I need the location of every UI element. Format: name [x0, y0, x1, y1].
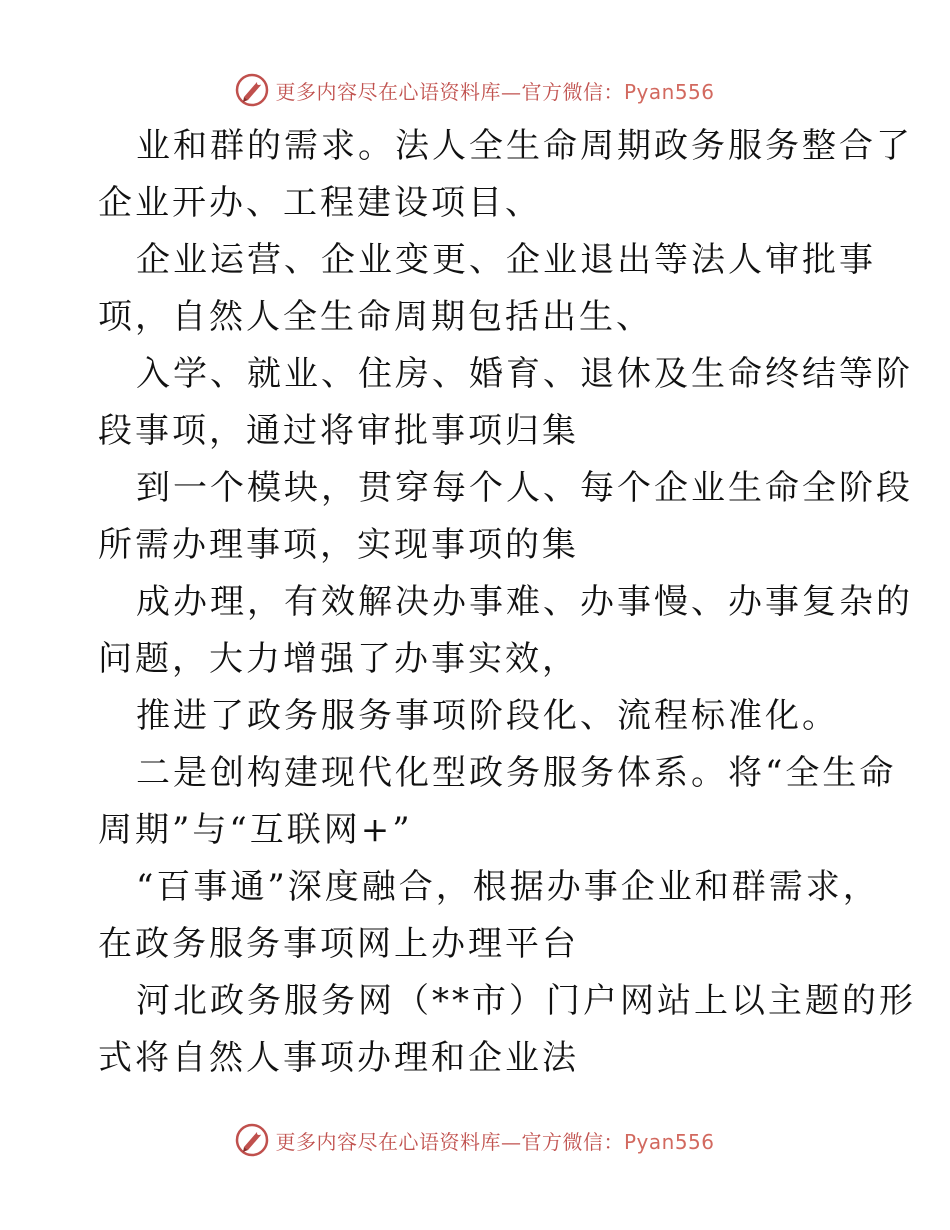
paragraph-4-first-line: 到一个模块，贯穿每个人、每个企业生命全阶段 — [136, 468, 913, 508]
paragraph-5-first-line: 成办理，有效解决办事难、办事慢、办事复杂的 — [136, 582, 913, 622]
paragraph-8-continuation: 在政务服务事项网上办理平台 — [98, 924, 579, 964]
paragraph-9-first-line: 河北政务服务网（**市）门户网站上以主题的形 — [136, 981, 916, 1021]
watermark-label: 更多内容尽在心语资料库—官方微信： — [275, 79, 624, 104]
paragraph-9-continuation: 式将自然人事项办理和企业法 — [98, 1038, 579, 1078]
pen-logo-icon — [235, 1123, 269, 1157]
paragraph-8-first-line: “百事通”深度融合，根据办事企业和群需求， — [136, 867, 880, 907]
paragraph-2-continuation: 项，自然人全生命周期包括出生、 — [98, 297, 653, 337]
paragraph-2-first-line: 企业运营、企业变更、企业退出等法人审批事 — [136, 240, 876, 280]
watermark-text — [275, 1126, 714, 1155]
watermark-handle: Pyan556 — [623, 1129, 715, 1154]
paragraph-5-continuation: 问题，大力增强了办事实效， — [98, 639, 579, 679]
watermark-text — [275, 76, 714, 105]
paragraph-7-first-line: 二是创构建现代化型政务服务体系。将“全生命 — [136, 753, 897, 793]
watermark-handle: Pyan556 — [623, 79, 715, 104]
paragraph-7-continuation: 周期”与“互联网+” — [98, 810, 413, 850]
paragraph-1-first-line: 业和群的需求。法人全生命周期政务服务整合了 — [136, 126, 913, 166]
pen-logo-icon — [235, 73, 269, 107]
paragraph-6-first-line: 推进了政务服务事项阶段化、流程标准化。 — [136, 696, 839, 736]
paragraph-4-continuation: 所需办理事项，实现事项的集 — [98, 525, 579, 565]
paragraph-3-first-line: 入学、就业、住房、婚育、退休及生命终结等阶 — [136, 354, 913, 394]
watermark-label: 更多内容尽在心语资料库—官方微信： — [275, 1129, 624, 1154]
paragraph-1-continuation: 企业开办、工程建设项目、 — [98, 183, 542, 223]
paragraph-3-continuation: 段事项，通过将审批事项归集 — [98, 411, 579, 451]
footer-watermark — [0, 1122, 950, 1158]
header-watermark — [0, 72, 950, 108]
document-body — [98, 118, 916, 1087]
